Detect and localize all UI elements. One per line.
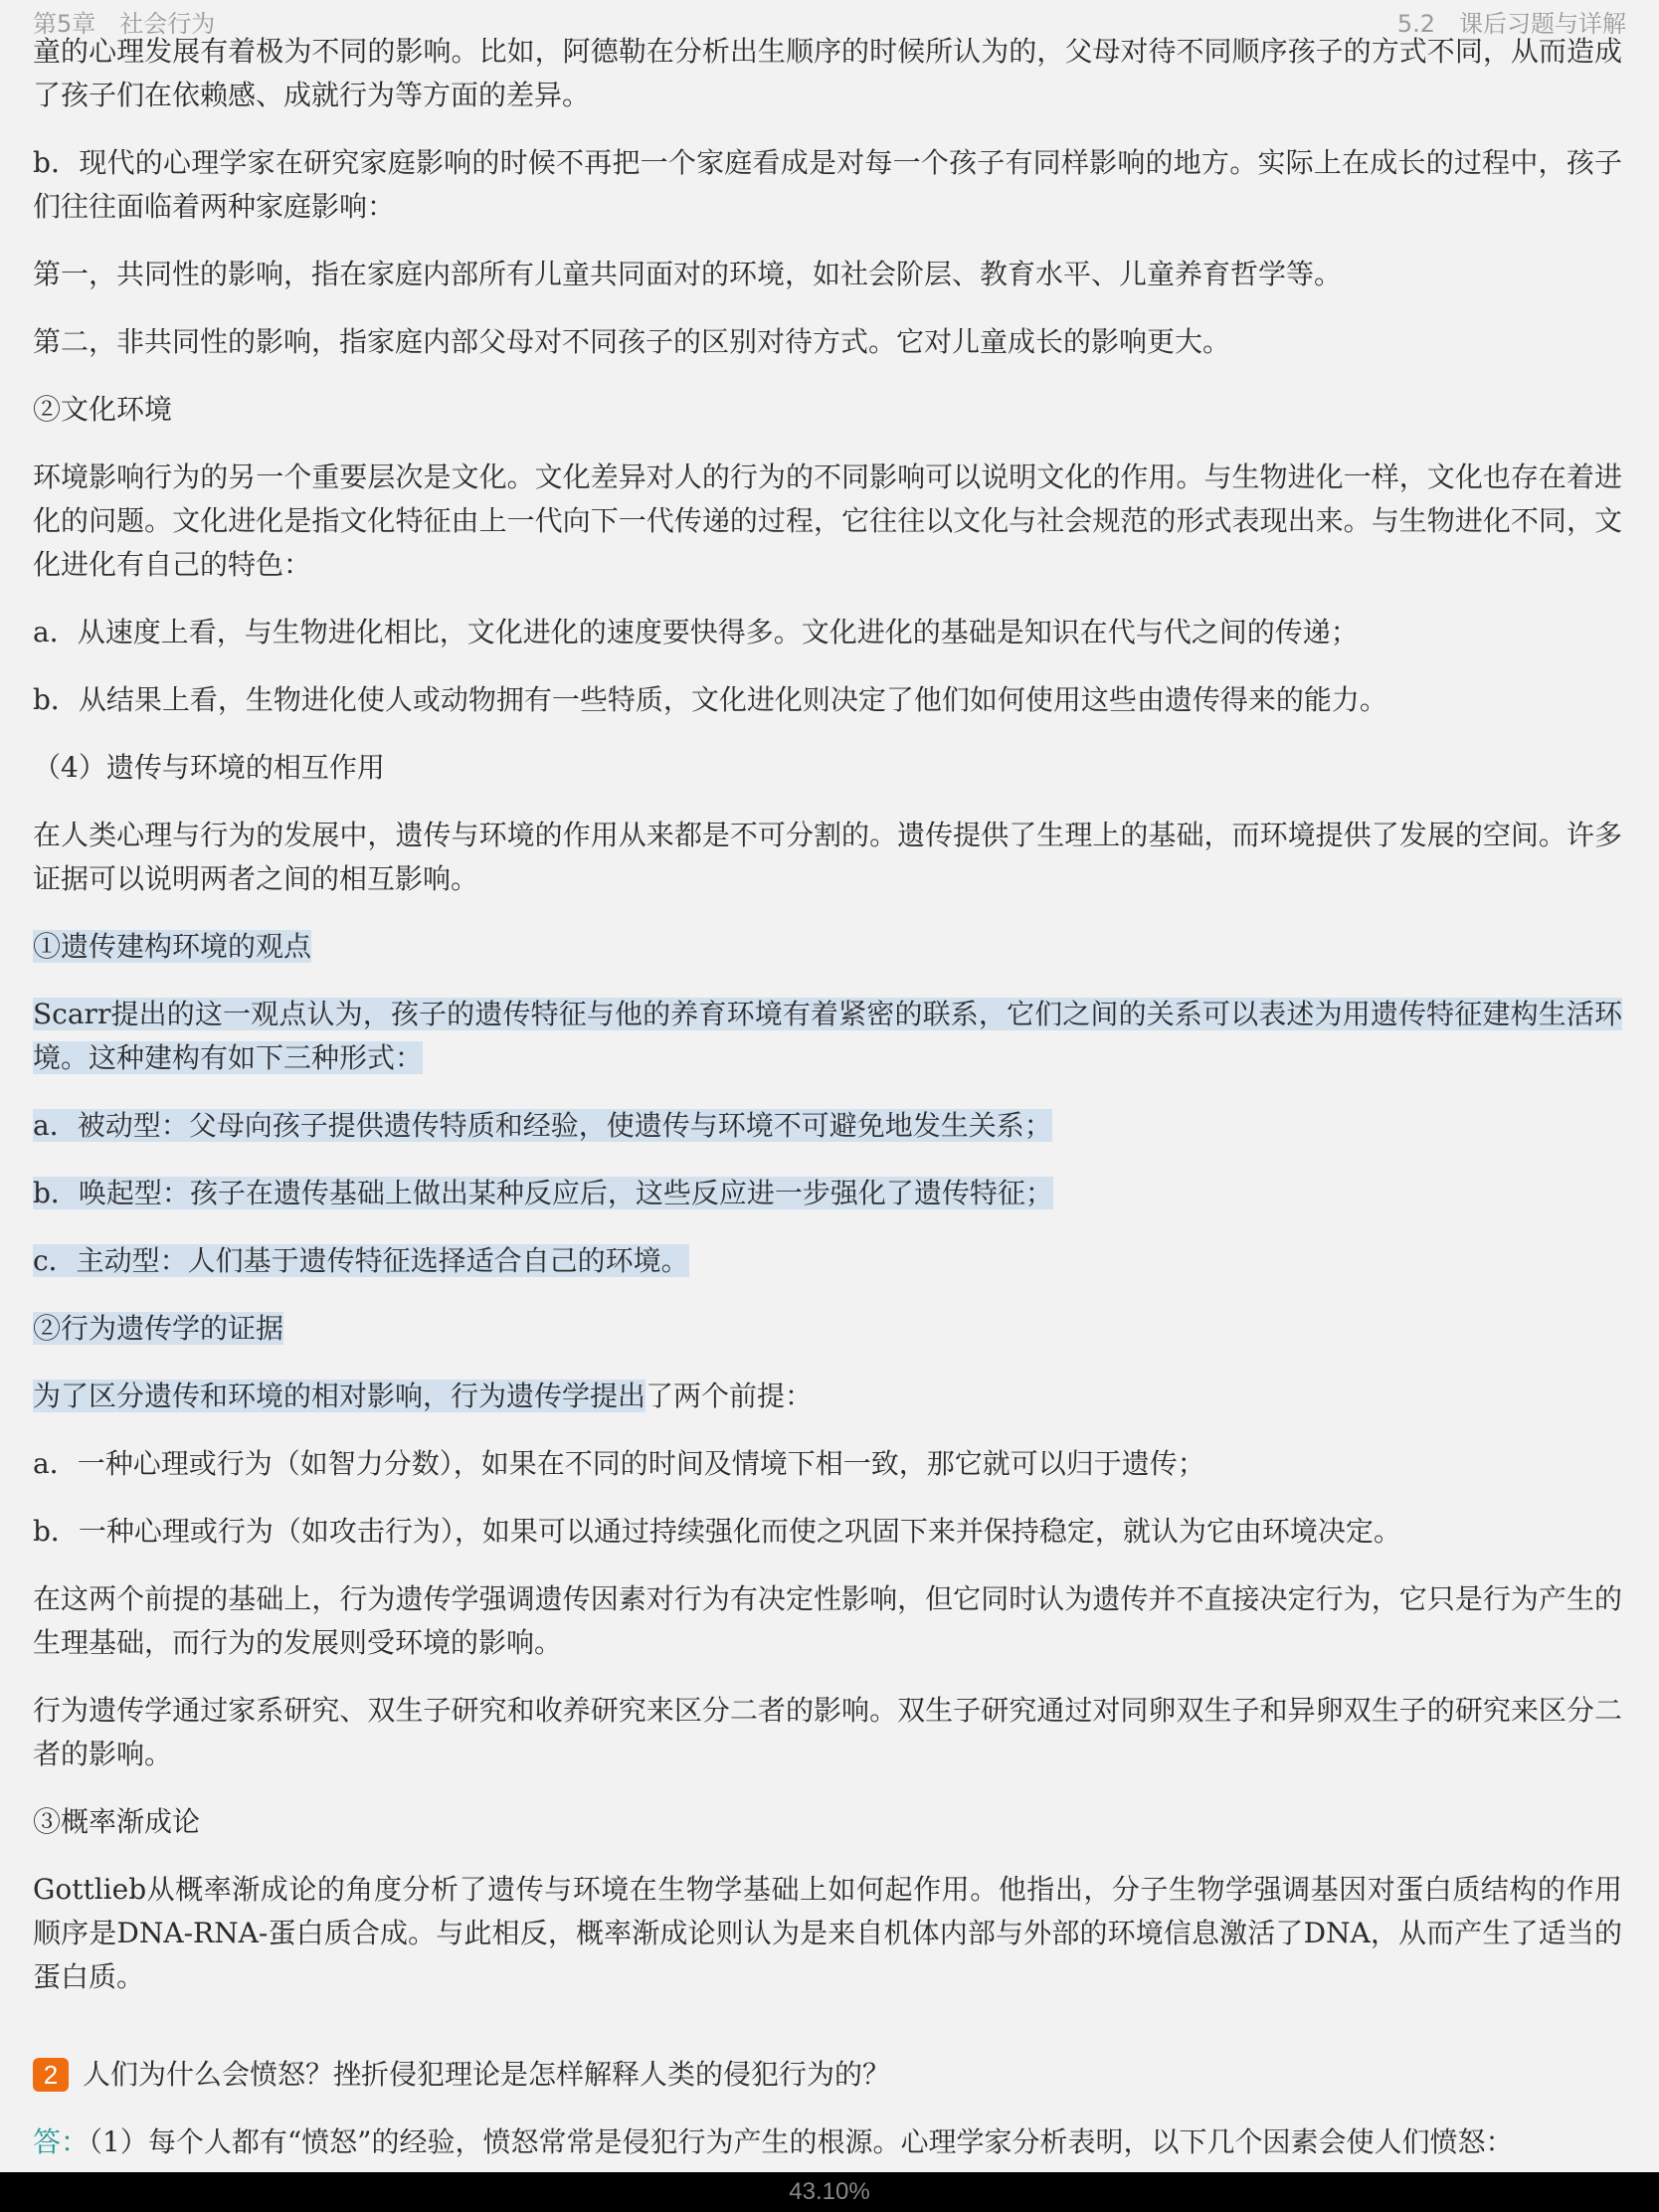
subheading: （4）遗传与环境的相互作用 <box>33 751 385 784</box>
text-selection[interactable]: c．主动型：人们基于遗传特征选择适合自己的环境。 <box>33 1244 689 1277</box>
paragraph: 在这两个前提的基础上，行为遗传学强调遗传因素对行为有决定性影响，但它同时认为遗传并不直接决定行为，它只是行为产生的生理基础，而行为的发展则受环境的影响。 <box>33 1582 1622 1659</box>
answer-label: 答： <box>33 2125 90 2158</box>
text-selection[interactable]: Scarr提出的这一观点认为，孩子的遗传特征与他的养育环境有着紧密的联系，它们之间的关系可以表述为用遗传特征建构生活环境。这种建构有如下三种形式： <box>33 998 1622 1074</box>
question <box>33 2053 1622 2097</box>
reading-progress-bar <box>0 2172 1659 2212</box>
page-content <box>33 30 1622 2172</box>
paragraph: 环境影响行为的另一个重要层次是文化。文化差异对人的行为的不同影响可以说明文化的作用。与生物进化一样，文化也存在着进化的问题。文化进化是指文化特征由上一代向下一代传递的过程，它往往以文化与社会规范的形式表现出来。与生物进化不同，文化进化有自己的特色： <box>33 461 1622 581</box>
paragraph: 行为遗传学通过家系研究、双生子研究和收养研究来区分二者的影响。双生子研究通过对同卵双生子和异卵双生子的研究来区分二者的影响。 <box>33 1694 1622 1770</box>
question-text: 人们为什么会愤怒？挫折侵犯理论是怎样解释人类的侵犯行为的？ <box>83 2058 891 2091</box>
paragraph: 第二，非共同性的影响，指家庭内部父母对不同孩子的区别对待方式。它对儿童成长的影响更大。 <box>33 325 1231 358</box>
text-selection[interactable]: ①遗传建构环境的观点 <box>33 930 312 963</box>
text-selection[interactable]: a．被动型：父母向孩子提供遗传特质和经验，使遗传与环境不可避免地发生关系； <box>33 1109 1052 1142</box>
paragraph: 在人类心理与行为的发展中，遗传与环境的作用从来都是不可分割的。遗传提供了生理上的基础，而环境提供了发展的空间。许多证据可以说明两者之间的相互影响。 <box>33 819 1622 895</box>
answer <box>33 2120 1622 2164</box>
question-number-badge: 2 <box>33 2058 69 2092</box>
highlighted-paragraph <box>33 1239 1622 1283</box>
text-selection[interactable]: 为了区分遗传和环境的相对影响，行为遗传学提出 <box>33 1380 646 1412</box>
paragraph: b．从结果上看，生物进化使人或动物拥有一些特质，文化进化则决定了他们如何使用这些由遗传得来的能力。 <box>33 683 1387 716</box>
paragraph: a．从速度上看，与生物进化相比，文化进化的速度要快得多。文化进化的基础是知识在代与代之间的传递； <box>33 616 1359 648</box>
highlighted-paragraph <box>33 1172 1622 1215</box>
section-header: 5.2 课后习题与详解 <box>1396 10 1626 38</box>
paragraph-rest: 了两个前提： <box>645 1380 814 1412</box>
paragraph: b．一种心理或行为（如攻击行为），如果可以通过持续强化而使之巩固下来并保持稳定，就认为它由环境决定。 <box>33 1515 1401 1548</box>
paragraph: b．现代的心理学家在研究家庭影响的时候不再把一个家庭看成是对每一个孩子有同样影响的地方。实际上在成长的过程中，孩子们往往面临着两种家庭影响： <box>33 146 1622 223</box>
paragraph: a．一种心理或行为（如智力分数），如果在不同的时间及情境下相一致，那它就可以归于遗传； <box>33 1447 1205 1480</box>
subheading: ②文化环境 <box>33 393 173 426</box>
subheading: ③概率渐成论 <box>33 1805 201 1838</box>
paragraph: 童的心理发展有着极为不同的影响。比如，阿德勒在分析出生顺序的时候所认为的，父母对待不同顺序孩子的方式不同，从而造成了孩子们在依赖感、成就行为等方面的差异。 <box>33 35 1622 111</box>
paragraph: 第一，共同性的影响，指在家庭内部所有儿童共同面对的环境，如社会阶层、教育水平、儿童养育哲学等。 <box>33 258 1343 290</box>
text-selection[interactable]: ②行为遗传学的证据 <box>33 1312 284 1345</box>
highlighted-subheading <box>33 925 1622 969</box>
highlighted-paragraph <box>33 993 1622 1080</box>
text-selection[interactable]: b．唤起型：孩子在遗传基础上做出某种反应后，这些反应进一步强化了遗传特征； <box>33 1177 1053 1209</box>
chapter-header: 第5章 社会行为 <box>33 10 216 38</box>
partially-highlighted-paragraph <box>33 1375 1622 1418</box>
paragraph: Gottlieb从概率渐成论的角度分析了遗传与环境在生物学基础上如何起作用。他指出，分子生物学强调基因对蛋白质结构的作用顺序是DNA-RNA-蛋白质合成。与此相反，概率渐成论则认为是来自机体内部与外部的环境信息激活了DNA，从而产生了适当的蛋白质。 <box>33 1873 1622 1993</box>
reading-progress: 43.10% <box>789 2178 870 2205</box>
answer-text: （1）每个人都有“愤怒”的经验，愤怒常常是侵犯行为产生的根源。心理学家分析表明，以下几个因素会使人们愤怒： <box>89 2125 1514 2158</box>
highlighted-subheading <box>33 1307 1622 1351</box>
highlighted-paragraph <box>33 1104 1622 1148</box>
